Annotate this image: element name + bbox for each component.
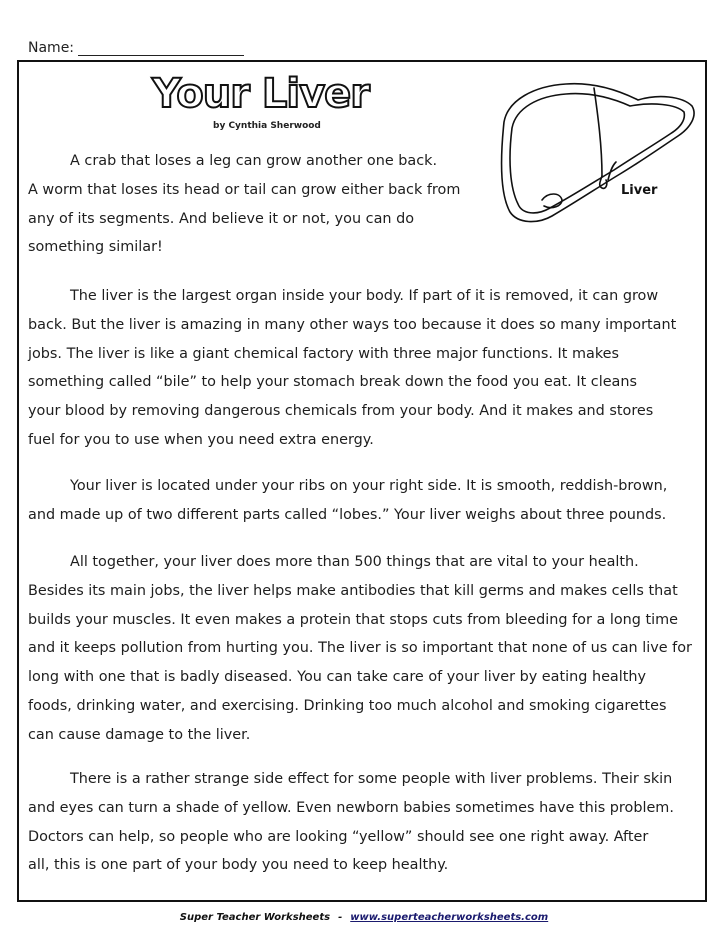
footer-separator: -: [338, 912, 343, 923]
page-title: Your Liver: [152, 71, 370, 117]
paragraph-1: [28, 147, 460, 262]
paragraph-line: your blood by removing dangerous chemicals from your body. And it makes and stores: [28, 403, 654, 420]
paragraph-line: A crab that loses a leg can grow another one back.: [70, 153, 438, 169]
paragraph-line: back. But the liver is amazing in many other ways too because it does so many important: [28, 316, 677, 333]
footer-brand: Super Teacher Worksheets: [179, 912, 331, 923]
byline: by Cynthia Sherwood: [213, 121, 321, 131]
paragraph-4: [28, 548, 692, 750]
paragraph-line: something called “bile” to help your stomach break down the food you eat. It cleans: [28, 374, 637, 391]
liver-outline-icon: [490, 76, 700, 226]
name-blank-line[interactable]: [78, 41, 244, 56]
paragraph-line: Besides its main jobs, the liver helps make antibodies that kill germs and makes cells that: [28, 582, 678, 599]
paragraph-5: [28, 765, 674, 880]
paragraph-2: [28, 282, 676, 455]
paragraph-line: A worm that loses its head or tail can grow either back from: [28, 181, 461, 198]
paragraph-line: long with one that is badly diseased. You can take care of your liver by eating healthy: [28, 669, 647, 686]
paragraph-line: All together, your liver does more than 500 things that are vital to your health.: [70, 554, 639, 570]
paragraph-line: and made up of two different parts called “lobes.” Your liver weighs about three pounds.: [28, 506, 667, 523]
paragraph-line: Doctors can help, so people who are looking “yellow” should see one right away. After: [28, 828, 649, 845]
footer: [0, 912, 728, 923]
paragraph-line: all, this is one part of your body you need to keep healthy.: [28, 857, 449, 874]
figure-label: Liver: [621, 183, 658, 198]
paragraph-line: foods, drinking water, and exercising. Drinking too much alcohol and smoking cigarettes: [28, 697, 667, 714]
paragraph-line: and it keeps pollution from hurting you. The liver is so important that none of us can live for: [28, 640, 692, 657]
paragraph-3: [28, 472, 667, 530]
paragraph-line: something similar!: [28, 239, 163, 256]
footer-link[interactable]: www.superteacherworksheets.com: [350, 912, 549, 923]
paragraph-line: fuel for you to use when you need extra energy.: [28, 431, 374, 448]
paragraph-line: The liver is the largest organ inside your body. If part of it is removed, it can grow: [70, 288, 659, 304]
name-field: [28, 40, 244, 56]
paragraph-line: and eyes can turn a shade of yellow. Even newborn babies sometimes have this problem.: [28, 799, 674, 816]
paragraph-line: builds your muscles. It even makes a protein that stops cuts from bleeding for a long time: [28, 611, 678, 628]
name-label: Name:: [28, 40, 75, 56]
paragraph-line: can cause damage to the liver.: [28, 726, 251, 743]
paragraph-line: Your liver is located under your ribs on your right side. It is smooth, reddish-brown,: [70, 478, 668, 494]
paragraph-line: any of its segments. And believe it or not, you can do: [28, 210, 415, 227]
paragraph-line: jobs. The liver is like a giant chemical factory with three major functions. It makes: [28, 345, 620, 362]
paragraph-line: There is a rather strange side effect for some people with liver problems. Their skin: [70, 771, 673, 787]
